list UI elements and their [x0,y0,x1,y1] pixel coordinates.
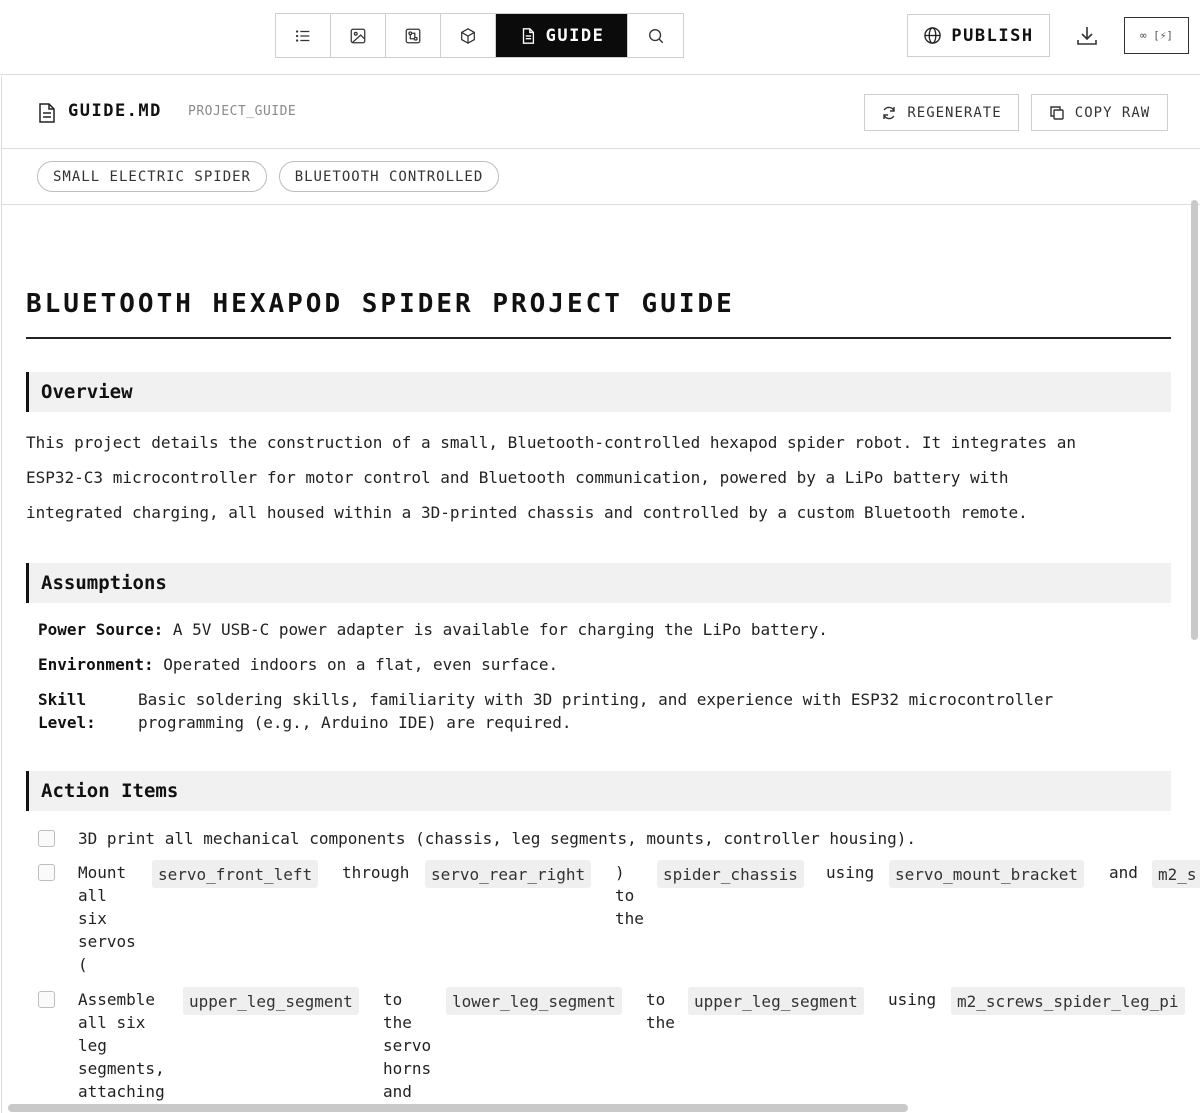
document-filename: GUIDE.MD [68,101,162,121]
section-heading-overview: Overview [26,372,1171,412]
text-fragment: servo [383,1036,432,1055]
tab-model[interactable] [441,14,496,57]
overview-line: This project details the construction of a small, Bluetooth-controlled hexapod spider robot. It integrates an [26,433,1076,452]
document-subtitle: PROJECT_GUIDE [188,104,297,119]
code-span: m2_screws_spider_leg_pi [951,987,1185,1015]
vertical-scrollbar[interactable] [1191,200,1198,640]
copy-raw-label: COPY RAW [1074,104,1151,121]
download-icon [1075,24,1099,48]
section-heading-action-items: Action Items [26,771,1171,811]
text-fragment: the [615,909,644,928]
publish-button[interactable] [907,14,1050,57]
text-fragment [646,988,680,1034]
assumption-environment [38,655,558,674]
text-fragment: Assemble [78,990,156,1009]
copy-icon [1049,105,1065,121]
code-span: m2_s [1152,860,1200,888]
tab-guide[interactable] [496,14,628,57]
action-item-checkbox[interactable] [38,991,55,1008]
text-fragment: ( [78,955,88,974]
cube-icon [459,27,477,45]
action-item-text: 3D print all mechanical components (chassis, leg segments, mounts, controller housing). [78,829,917,848]
top-toolbar [0,0,1200,75]
text-fragment: to [615,886,635,905]
assumption-key: Environment: [38,655,154,674]
assumption-key-line: Skill [38,690,87,709]
assumption-value [138,688,1128,734]
text-fragment: to [383,990,403,1009]
action-item-checkbox[interactable] [38,864,55,881]
text-fragment: Mount [78,863,127,882]
code-span: servo_front_left [152,860,318,888]
view-tab-group [275,13,684,58]
text-fragment [615,861,649,930]
guide-content [2,205,1200,1113]
assumption-value-line: programming (e.g., Arduino IDE) are required. [138,713,572,732]
regenerate-button[interactable] [864,94,1019,131]
guide-panel [1,76,1200,1113]
copy-raw-button[interactable] [1031,94,1168,131]
text-fragment: and [1109,863,1138,882]
image-icon [349,27,367,45]
tab-guide-label: GUIDE [545,25,605,46]
guide-title: BLUETOOTH HEXAPOD SPIDER PROJECT GUIDE [26,289,735,319]
tab-circuit[interactable] [386,14,441,57]
download-button[interactable] [1068,17,1106,55]
action-item-text [78,861,138,976]
globe-icon [923,26,942,45]
code-span: lower_leg_segment [446,987,622,1015]
tab-search[interactable] [628,14,683,57]
text-fragment: to [646,990,666,1009]
search-icon [647,27,665,45]
assumption-skill [38,688,1128,734]
assumption-key-line: Level: [38,713,96,732]
text-fragment: leg [78,1036,107,1055]
text-fragment: through [342,863,410,882]
assumption-value-line: Basic soldering skills, familiarity with 3D printing, and experience with ESP32 microcontroller [138,690,1054,709]
credit-label: ∞ [⚡] [1139,29,1174,42]
text-fragment: horns [383,1059,432,1078]
text-fragment: segments, [78,1059,165,1078]
assumption-power [38,620,828,639]
assumption-value: Operated indoors on a flat, even surface. [163,655,559,674]
assumption-key [38,688,138,734]
action-item-text [78,988,178,1103]
text-fragment: servos [78,932,136,951]
text-fragment: all [78,886,107,905]
regenerate-label: REGENERATE [907,104,1002,121]
credit-indicator[interactable] [1124,17,1189,54]
text-fragment: using [826,863,875,882]
text-fragment: ) [615,863,625,882]
text-fragment: the [646,1013,675,1032]
code-span: upper_leg_segment [688,987,864,1015]
overview-line: ESP32-C3 microcontroller for motor control and Bluetooth communication, powered by a LiPo battery with [26,468,1009,487]
refresh-icon [881,105,897,121]
text-fragment: all six [78,1013,146,1032]
code-span: servo_rear_right [425,860,591,888]
code-span: spider_chassis [657,860,804,888]
overview-paragraph [26,425,1176,530]
tag-chip[interactable]: BLUETOOTH CONTROLLED [279,161,499,192]
tab-image[interactable] [331,14,386,57]
code-span: upper_leg_segment [183,987,359,1015]
title-divider [26,337,1171,339]
text-fragment: attaching [78,1082,165,1101]
file-icon [38,103,56,123]
action-item-checkbox[interactable] [38,830,55,847]
text-fragment: six [78,909,107,928]
tag-chip[interactable]: SMALL ELECTRIC SPIDER [37,161,267,192]
text-fragment: using [888,990,937,1009]
text-fragment: and [383,1082,412,1101]
list-icon [294,27,312,45]
overview-line: integrated charging, all housed within a 3D-printed chassis and controlled by a custom Bluetooth remote. [26,503,1028,522]
assumption-key: Power Source: [38,620,164,639]
assumption-value: A 5V USB-C power adapter is available for charging the LiPo battery. [172,620,828,639]
text-fragment [383,988,443,1103]
text-fragment: the [383,1013,412,1032]
circuit-icon [404,27,422,45]
document-icon [519,27,537,45]
code-span: servo_mount_bracket [889,860,1084,888]
publish-label: PUBLISH [951,25,1034,46]
tag-bar [2,149,1200,205]
section-heading-assumptions: Assumptions [26,563,1171,603]
tab-list[interactable] [276,14,331,57]
document-header [2,76,1200,149]
horizontal-scrollbar[interactable] [8,1104,908,1112]
